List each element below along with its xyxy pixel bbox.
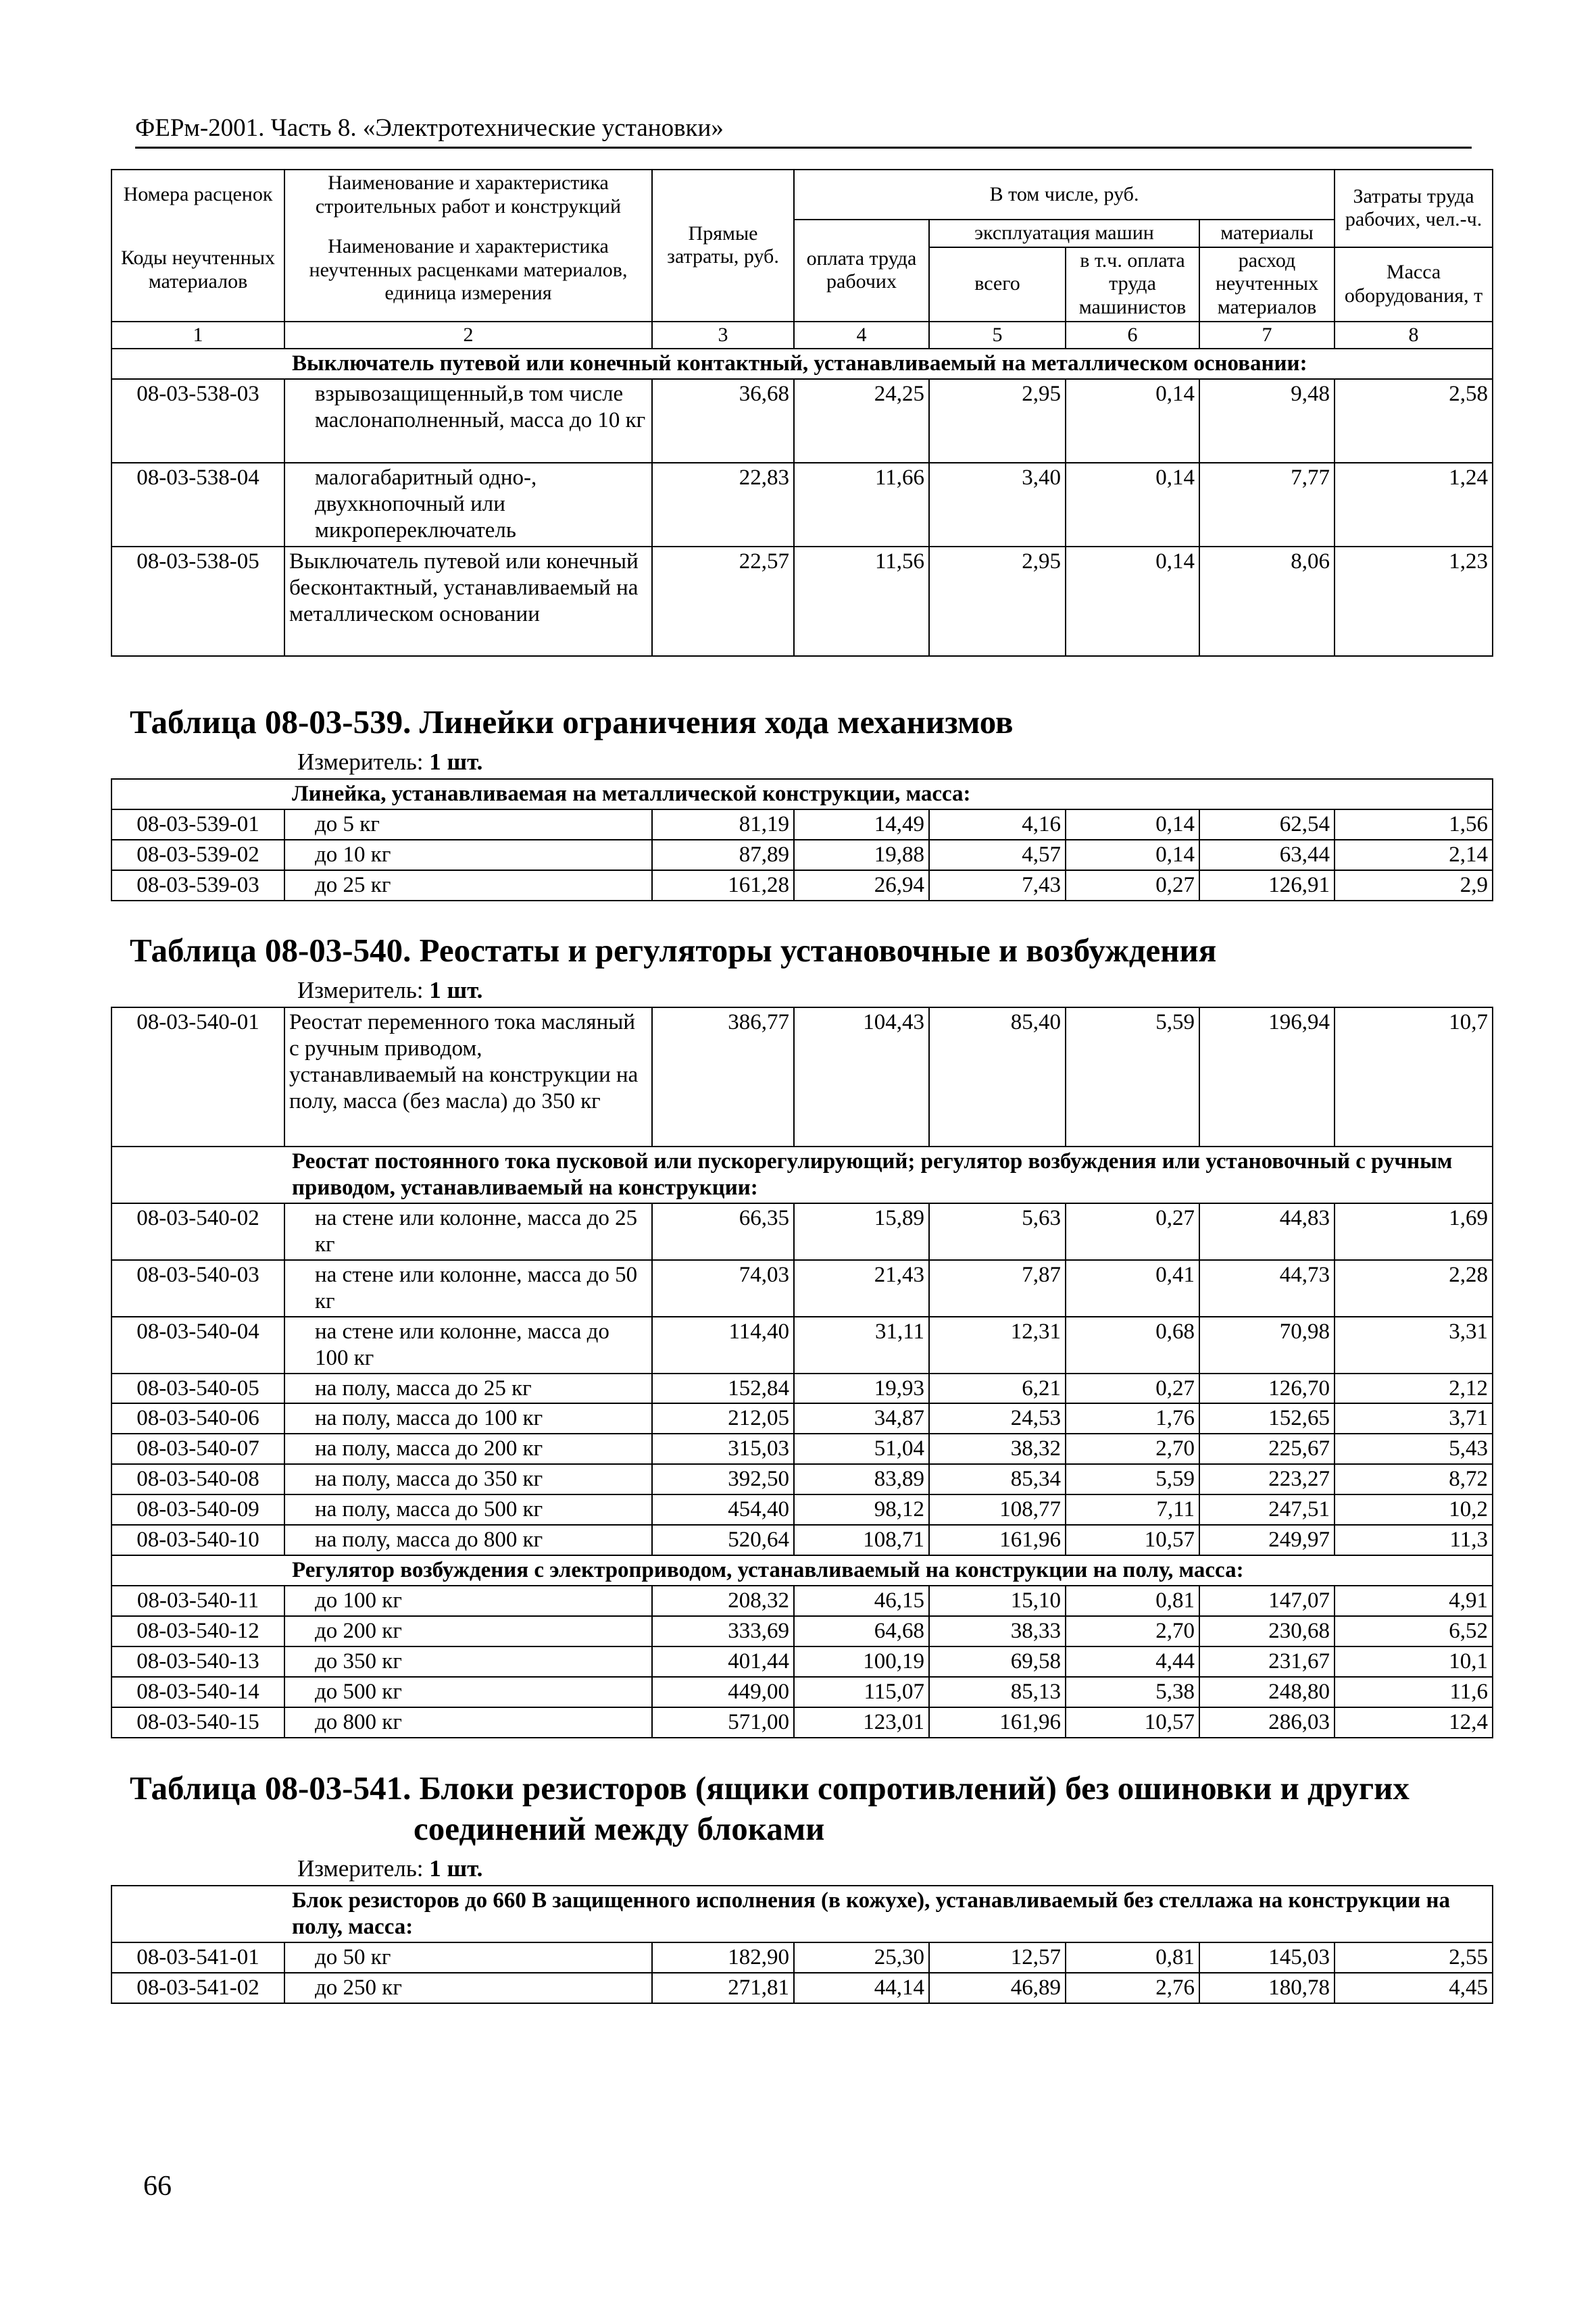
header-operator-wages: в т.ч. оплата труда машинистов bbox=[1066, 247, 1199, 322]
rate-name: до 100 кг bbox=[284, 1586, 652, 1616]
value-cell: 10,57 bbox=[1066, 1707, 1199, 1738]
col-num: 8 bbox=[1335, 322, 1493, 349]
value-cell: 315,03 bbox=[652, 1434, 794, 1464]
value-cell: 126,70 bbox=[1199, 1374, 1335, 1404]
rate-name: на полу, масса до 350 кг bbox=[284, 1464, 652, 1494]
value-cell: 12,4 bbox=[1335, 1707, 1493, 1738]
table-title: Таблица 08-03-541. Блоки резисторов (ящики сопротивлений) без ошиновки и других bbox=[130, 1769, 1410, 1807]
value-cell: 2,95 bbox=[929, 379, 1066, 463]
table-title-continued: соединений между блоками bbox=[414, 1810, 825, 1847]
value-cell: 333,69 bbox=[652, 1616, 794, 1646]
value-cell: 152,84 bbox=[652, 1374, 794, 1404]
value-cell: 11,3 bbox=[1335, 1525, 1493, 1555]
value-cell: 31,11 bbox=[794, 1317, 929, 1374]
value-cell: 3,40 bbox=[929, 463, 1066, 547]
rate-code: 08-03-540-03 bbox=[111, 1260, 284, 1317]
rate-code: 08-03-538-03 bbox=[111, 379, 284, 463]
value-cell: 87,89 bbox=[652, 840, 794, 870]
value-cell: 3,31 bbox=[1335, 1317, 1493, 1374]
value-cell: 7,77 bbox=[1199, 463, 1335, 547]
value-cell: 4,91 bbox=[1335, 1586, 1493, 1616]
value-cell: 6,52 bbox=[1335, 1616, 1493, 1646]
rate-name: до 500 кг bbox=[284, 1677, 652, 1707]
value-cell: 0,14 bbox=[1066, 463, 1199, 547]
value-cell: 1,23 bbox=[1335, 547, 1493, 656]
value-cell: 108,77 bbox=[929, 1494, 1066, 1525]
value-cell: 66,35 bbox=[652, 1203, 794, 1260]
value-cell: 12,31 bbox=[929, 1317, 1066, 1374]
value-cell: 38,32 bbox=[929, 1434, 1066, 1464]
value-cell: 0,27 bbox=[1066, 870, 1199, 901]
value-cell: 2,58 bbox=[1335, 379, 1493, 463]
value-cell: 46,89 bbox=[929, 1973, 1066, 2003]
value-cell: 26,94 bbox=[794, 870, 929, 901]
value-cell: 38,33 bbox=[929, 1616, 1066, 1646]
rate-name: Выключатель путевой или конечный бесконтактный, устанавливаемый на металлическом основании bbox=[284, 547, 652, 656]
value-cell: 69,58 bbox=[929, 1646, 1066, 1677]
value-cell: 0,27 bbox=[1066, 1203, 1199, 1260]
section-heading: Линейка, устанавливаемая на металлической конструкции, масса: bbox=[111, 779, 1493, 809]
col-num: 5 bbox=[929, 322, 1066, 349]
value-cell: 8,72 bbox=[1335, 1464, 1493, 1494]
rate-name: до 5 кг bbox=[284, 809, 652, 840]
value-cell: 8,06 bbox=[1199, 547, 1335, 656]
value-cell: 24,53 bbox=[929, 1403, 1066, 1434]
rate-code: 08-03-541-02 bbox=[111, 1973, 284, 2003]
value-cell: 1,69 bbox=[1335, 1203, 1493, 1260]
value-cell: 36,68 bbox=[652, 379, 794, 463]
value-cell: 25,30 bbox=[794, 1942, 929, 1973]
value-cell: 10,1 bbox=[1335, 1646, 1493, 1677]
value-cell: 161,96 bbox=[929, 1525, 1066, 1555]
value-cell: 7,87 bbox=[929, 1260, 1066, 1317]
measure-unit bbox=[297, 749, 482, 776]
rate-name: до 350 кг bbox=[284, 1646, 652, 1677]
rate-code: 08-03-540-11 bbox=[111, 1586, 284, 1616]
rate-name: Реостат переменного тока масляный с ручным приводом, устанавливаемый на конструкции на полу, масса (без масла) до 350 кг bbox=[284, 1007, 652, 1147]
value-cell: 248,80 bbox=[1199, 1677, 1335, 1707]
value-cell: 51,04 bbox=[794, 1434, 929, 1464]
value-cell: 15,10 bbox=[929, 1586, 1066, 1616]
measure-unit bbox=[297, 1855, 482, 1882]
value-cell: 145,03 bbox=[1199, 1942, 1335, 1973]
value-cell: 1,76 bbox=[1066, 1403, 1199, 1434]
value-cell: 100,19 bbox=[794, 1646, 929, 1677]
measure-label: Измеритель: bbox=[297, 749, 424, 775]
section-heading: Реостат постоянного тока пусковой или пускорегулирующий; регулятор возбуждения или установочный с ручным приводом, устанавливаемый на конструкции: bbox=[111, 1147, 1493, 1203]
value-cell: 5,43 bbox=[1335, 1434, 1493, 1464]
col-num: 4 bbox=[794, 322, 929, 349]
value-cell: 1,56 bbox=[1335, 809, 1493, 840]
value-cell: 5,38 bbox=[1066, 1677, 1199, 1707]
rate-code: 08-03-540-05 bbox=[111, 1374, 284, 1404]
value-cell: 180,78 bbox=[1199, 1973, 1335, 2003]
rate-name: на полу, масса до 500 кг bbox=[284, 1494, 652, 1525]
value-cell: 44,73 bbox=[1199, 1260, 1335, 1317]
value-cell: 520,64 bbox=[652, 1525, 794, 1555]
value-cell: 64,68 bbox=[794, 1616, 929, 1646]
value-cell: 85,13 bbox=[929, 1677, 1066, 1707]
value-cell: 14,49 bbox=[794, 809, 929, 840]
value-cell: 62,54 bbox=[1199, 809, 1335, 840]
header-labor: Затраты труда рабочих, чел.-ч. bbox=[1335, 170, 1493, 247]
value-cell: 230,68 bbox=[1199, 1616, 1335, 1646]
table-541 bbox=[111, 1885, 1493, 2004]
value-cell: 126,91 bbox=[1199, 870, 1335, 901]
value-cell: 63,44 bbox=[1199, 840, 1335, 870]
header-wages: оплата труда рабочих bbox=[794, 220, 929, 322]
rate-code: 08-03-539-02 bbox=[111, 840, 284, 870]
rate-code: 08-03-540-08 bbox=[111, 1464, 284, 1494]
rate-code: 08-03-539-01 bbox=[111, 809, 284, 840]
col-num: 6 bbox=[1066, 322, 1199, 349]
value-cell: 6,21 bbox=[929, 1374, 1066, 1404]
value-cell: 5,59 bbox=[1066, 1007, 1199, 1147]
value-cell: 44,14 bbox=[794, 1973, 929, 2003]
rate-code: 08-03-540-01 bbox=[111, 1007, 284, 1147]
rate-code: 08-03-540-14 bbox=[111, 1677, 284, 1707]
header-work-name: Наименование и характеристика строительных работ и конструкций bbox=[284, 170, 652, 220]
value-cell: 10,57 bbox=[1066, 1525, 1199, 1555]
value-cell: 115,07 bbox=[794, 1677, 929, 1707]
measure-value: 1 шт. bbox=[429, 977, 483, 1003]
value-cell: 208,32 bbox=[652, 1586, 794, 1616]
value-cell: 225,67 bbox=[1199, 1434, 1335, 1464]
header-materials: материалы bbox=[1199, 220, 1335, 247]
rate-code: 08-03-540-02 bbox=[111, 1203, 284, 1260]
value-cell: 11,56 bbox=[794, 547, 929, 656]
value-cell: 11,6 bbox=[1335, 1677, 1493, 1707]
value-cell: 231,67 bbox=[1199, 1646, 1335, 1677]
rate-code: 08-03-540-06 bbox=[111, 1403, 284, 1434]
measure-value: 1 шт. bbox=[429, 749, 483, 775]
value-cell: 5,63 bbox=[929, 1203, 1066, 1260]
table-539 bbox=[111, 778, 1493, 901]
header-material-use: расход неучтенных материалов bbox=[1199, 247, 1335, 322]
value-cell: 286,03 bbox=[1199, 1707, 1335, 1738]
value-cell: 2,12 bbox=[1335, 1374, 1493, 1404]
rate-code: 08-03-540-04 bbox=[111, 1317, 284, 1374]
value-cell: 83,89 bbox=[794, 1464, 929, 1494]
value-cell: 24,25 bbox=[794, 379, 929, 463]
value-cell: 19,88 bbox=[794, 840, 929, 870]
rate-name: на полу, масса до 100 кг bbox=[284, 1403, 652, 1434]
value-cell: 15,89 bbox=[794, 1203, 929, 1260]
running-head: ФЕРм-2001. Часть 8. «Электротехнические установки» bbox=[135, 114, 1472, 149]
col-num: 7 bbox=[1199, 322, 1335, 349]
rate-code: 08-03-538-04 bbox=[111, 463, 284, 547]
rate-code: 08-03-540-13 bbox=[111, 1646, 284, 1677]
rate-name: малогабаритный одно-, двухкнопочный или микропереключатель bbox=[284, 463, 652, 547]
value-cell: 182,90 bbox=[652, 1942, 794, 1973]
measure-label: Измеритель: bbox=[297, 1855, 424, 1882]
table-title: Таблица 08-03-540. Реостаты и регуляторы установочные и возбуждения bbox=[130, 932, 1217, 969]
value-cell: 392,50 bbox=[652, 1464, 794, 1494]
value-cell: 4,16 bbox=[929, 809, 1066, 840]
value-cell: 104,43 bbox=[794, 1007, 929, 1147]
value-cell: 9,48 bbox=[1199, 379, 1335, 463]
rate-code: 08-03-540-07 bbox=[111, 1434, 284, 1464]
value-cell: 108,71 bbox=[794, 1525, 929, 1555]
rate-code: 08-03-540-10 bbox=[111, 1525, 284, 1555]
value-cell: 0,14 bbox=[1066, 840, 1199, 870]
value-cell: 249,97 bbox=[1199, 1525, 1335, 1555]
rate-name: на полу, масса до 25 кг bbox=[284, 1374, 652, 1404]
value-cell: 2,9 bbox=[1335, 870, 1493, 901]
rate-code: 08-03-539-03 bbox=[111, 870, 284, 901]
value-cell: 0,41 bbox=[1066, 1260, 1199, 1317]
value-cell: 85,34 bbox=[929, 1464, 1066, 1494]
value-cell: 70,98 bbox=[1199, 1317, 1335, 1374]
section-heading: Выключатель путевой или конечный контактный, устанавливаемый на металлическом основании: bbox=[111, 349, 1493, 379]
value-cell: 247,51 bbox=[1199, 1494, 1335, 1525]
value-cell: 5,59 bbox=[1066, 1464, 1199, 1494]
value-cell: 22,57 bbox=[652, 547, 794, 656]
value-cell: 4,44 bbox=[1066, 1646, 1199, 1677]
value-cell: 571,00 bbox=[652, 1707, 794, 1738]
measure-unit bbox=[297, 977, 482, 1004]
value-cell: 161,28 bbox=[652, 870, 794, 901]
value-cell: 454,40 bbox=[652, 1494, 794, 1525]
value-cell: 34,87 bbox=[794, 1403, 929, 1434]
value-cell: 114,40 bbox=[652, 1317, 794, 1374]
value-cell: 212,05 bbox=[652, 1403, 794, 1434]
rate-name: взрывозащищенный,в том числе маслонаполненный, масса до 10 кг bbox=[284, 379, 652, 463]
value-cell: 22,83 bbox=[652, 463, 794, 547]
rate-name: на полу, масса до 200 кг bbox=[284, 1434, 652, 1464]
rate-name: до 200 кг bbox=[284, 1616, 652, 1646]
rate-code: 08-03-540-15 bbox=[111, 1707, 284, 1738]
value-cell: 0,14 bbox=[1066, 547, 1199, 656]
col-num: 2 bbox=[284, 322, 652, 349]
value-cell: 11,66 bbox=[794, 463, 929, 547]
col-num: 3 bbox=[652, 322, 794, 349]
value-cell: 0,14 bbox=[1066, 379, 1199, 463]
value-cell: 161,96 bbox=[929, 1707, 1066, 1738]
value-cell: 7,11 bbox=[1066, 1494, 1199, 1525]
value-cell: 0,27 bbox=[1066, 1374, 1199, 1404]
value-cell: 196,94 bbox=[1199, 1007, 1335, 1147]
measure-value: 1 шт. bbox=[429, 1855, 483, 1882]
rate-code: 08-03-538-05 bbox=[111, 547, 284, 656]
value-cell: 0,68 bbox=[1066, 1317, 1199, 1374]
value-cell: 2,76 bbox=[1066, 1973, 1199, 2003]
value-cell: 10,2 bbox=[1335, 1494, 1493, 1525]
section-heading: Блок резисторов до 660 В защищенного исполнения (в кожухе), устанавливаемый без стеллажа на конструкции на полу, масса: bbox=[111, 1886, 1493, 1942]
table-538 bbox=[111, 169, 1493, 657]
header-material-name: Наименование и характеристика неучтенных расценками материалов, единица измерения bbox=[284, 220, 652, 322]
header-rate-numbers: Номера расценок bbox=[111, 170, 284, 220]
page-number: 66 bbox=[143, 2171, 172, 2202]
value-cell: 2,70 bbox=[1066, 1616, 1199, 1646]
value-cell: 12,57 bbox=[929, 1942, 1066, 1973]
value-cell: 271,81 bbox=[652, 1973, 794, 2003]
value-cell: 123,01 bbox=[794, 1707, 929, 1738]
header-direct-costs: Прямые затраты, руб. bbox=[652, 170, 794, 322]
rate-name: до 800 кг bbox=[284, 1707, 652, 1738]
value-cell: 19,93 bbox=[794, 1374, 929, 1404]
col-num: 1 bbox=[111, 322, 284, 349]
value-cell: 10,7 bbox=[1335, 1007, 1493, 1147]
value-cell: 4,45 bbox=[1335, 1973, 1493, 2003]
rate-code: 08-03-540-09 bbox=[111, 1494, 284, 1525]
value-cell: 21,43 bbox=[794, 1260, 929, 1317]
section-heading: Регулятор возбуждения с электроприводом, устанавливаемый на конструкции на полу, масса: bbox=[111, 1555, 1493, 1586]
rate-code: 08-03-541-01 bbox=[111, 1942, 284, 1973]
value-cell: 0,14 bbox=[1066, 809, 1199, 840]
header-including: В том числе, руб. bbox=[794, 170, 1335, 220]
value-cell: 74,03 bbox=[652, 1260, 794, 1317]
table-540 bbox=[111, 1007, 1493, 1738]
value-cell: 0,81 bbox=[1066, 1942, 1199, 1973]
value-cell: 2,55 bbox=[1335, 1942, 1493, 1973]
value-cell: 98,12 bbox=[794, 1494, 929, 1525]
header-material-codes: Коды неучтенных материалов bbox=[111, 220, 284, 322]
header-machines: эксплуатация машин bbox=[929, 220, 1199, 247]
value-cell: 44,83 bbox=[1199, 1203, 1335, 1260]
table-title: Таблица 08-03-539. Линейки ограничения хода механизмов bbox=[130, 703, 1014, 740]
value-cell: 2,28 bbox=[1335, 1260, 1493, 1317]
value-cell: 449,00 bbox=[652, 1677, 794, 1707]
measure-label: Измеритель: bbox=[297, 977, 424, 1003]
value-cell: 85,40 bbox=[929, 1007, 1066, 1147]
rate-name: на стене или колонне, масса до 100 кг bbox=[284, 1317, 652, 1374]
rate-name: на полу, масса до 800 кг bbox=[284, 1525, 652, 1555]
rate-name: до 10 кг bbox=[284, 840, 652, 870]
value-cell: 152,65 bbox=[1199, 1403, 1335, 1434]
value-cell: 223,27 bbox=[1199, 1464, 1335, 1494]
value-cell: 81,19 bbox=[652, 809, 794, 840]
value-cell: 147,07 bbox=[1199, 1586, 1335, 1616]
value-cell: 0,81 bbox=[1066, 1586, 1199, 1616]
value-cell: 2,70 bbox=[1066, 1434, 1199, 1464]
value-cell: 386,77 bbox=[652, 1007, 794, 1147]
value-cell: 401,44 bbox=[652, 1646, 794, 1677]
rate-name: на стене или колонне, масса до 25 кг bbox=[284, 1203, 652, 1260]
value-cell: 4,57 bbox=[929, 840, 1066, 870]
value-cell: 1,24 bbox=[1335, 463, 1493, 547]
header-total: всего bbox=[929, 247, 1066, 322]
rate-name: до 50 кг bbox=[284, 1942, 652, 1973]
rate-code: 08-03-540-12 bbox=[111, 1616, 284, 1646]
header-mass: Масса оборудования, т bbox=[1335, 247, 1493, 322]
rate-name: на стене или колонне, масса до 50 кг bbox=[284, 1260, 652, 1317]
value-cell: 2,14 bbox=[1335, 840, 1493, 870]
rate-name: до 250 кг bbox=[284, 1973, 652, 2003]
value-cell: 2,95 bbox=[929, 547, 1066, 656]
value-cell: 46,15 bbox=[794, 1586, 929, 1616]
rate-name: до 25 кг bbox=[284, 870, 652, 901]
value-cell: 7,43 bbox=[929, 870, 1066, 901]
value-cell: 3,71 bbox=[1335, 1403, 1493, 1434]
